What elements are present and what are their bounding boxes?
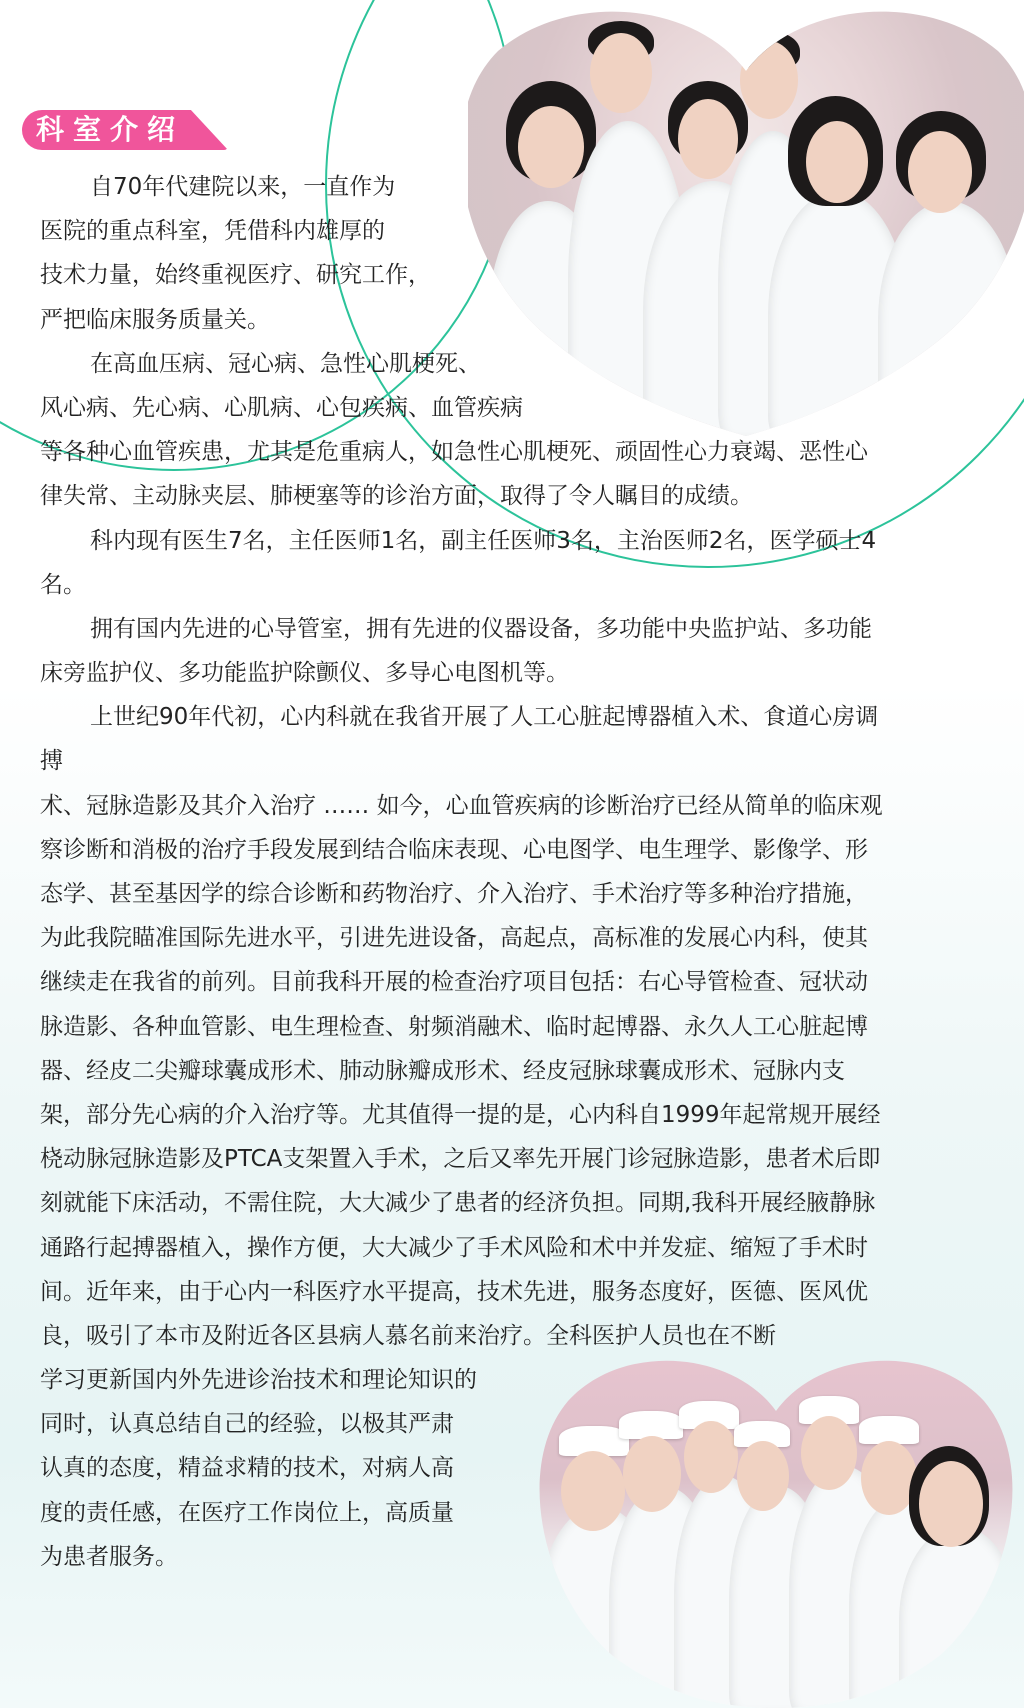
- department-introduction-text: [40, 165, 980, 1579]
- paragraph-line: 察诊断和消极的治疗手段发展到结合临床表现、心电图学、电生理学、影像学、形: [40, 836, 868, 863]
- paragraph-line: 床旁监护仪、多功能监护除颤仪、多导心电图机等。: [40, 660, 569, 687]
- paragraph-line: 度的责任感，在医疗工作岗位上，高质量: [40, 1499, 454, 1526]
- section-title: 科室介绍: [36, 113, 185, 146]
- paragraph-line: 严把临床服务质量关。: [40, 306, 270, 333]
- paragraph-line: 刻就能下床活动，不需住院，大大减少了患者的经济负担。同期,我科开展经腋静脉: [40, 1190, 876, 1217]
- paragraph-line: 律失常、主动脉夹层、肺梗塞等的诊治方面，取得了令人瞩目的成绩。: [40, 483, 753, 510]
- paragraph-line: 在高血压病、冠心病、急性心肌梗死、: [90, 350, 481, 377]
- paragraph-line: 架，部分先心病的介入治疗等。尤其值得一提的是，心内科自1999年起常规开展经: [40, 1101, 881, 1128]
- paragraph-line: 技术力量，始终重视医疗、研究工作，: [40, 262, 431, 289]
- paragraph-line: 良，吸引了本市及附近各区县病人慕名前来治疗。全科医护人员也在不断: [40, 1322, 776, 1349]
- paragraph-line: 名。: [40, 571, 86, 598]
- paragraph-line: 科内现有医生7名，主任医师1名，副主任医师3名，主治医师2名，医学硕士4: [90, 527, 877, 554]
- paragraph-line: 同时，认真总结自己的经验，以极其严肃: [40, 1411, 454, 1438]
- paragraph-line: 医院的重点科室，凭借科内雄厚的: [40, 218, 385, 245]
- paragraph-line: 认真的态度，精益求精的技术，对病人高: [40, 1455, 454, 1482]
- paragraph-line: 间。近年来，由于心内一科医疗水平提高，技术先进，服务态度好，医德、医风优: [40, 1278, 868, 1305]
- paragraph-line: 风心病、先心病、心肌病、心包疾病、血管疾病: [40, 394, 523, 421]
- paragraph-line: 等各种心血管疾患，尤其是危重病人，如急性心肌梗死、顽固性心力衰竭、恶性心: [40, 439, 868, 466]
- paragraph-line: 搏: [40, 748, 63, 775]
- paragraph-line: 上世纪90年代初，心内科就在我省开展了人工心脏起博器植入术、食道心房调: [90, 704, 879, 731]
- paragraph-line: 桡动脉冠脉造影及PTCA支架置入手术，之后又率先开展门诊冠脉造影，患者术后即: [40, 1146, 881, 1173]
- paragraph-line: 拥有国内先进的心导管室，拥有先进的仪器设备，多功能中央监护站、多功能: [90, 615, 872, 642]
- paragraph-line: 为患者服务。: [40, 1543, 178, 1570]
- paragraph-line: 通路行起搏器植入，操作方便，大大减少了手术风险和术中并发症、缩短了手术时: [40, 1234, 868, 1261]
- paragraph-line: 为此我院瞄准国际先进水平，引进先进设备，高起点，高标准的发展心内科，使其: [40, 925, 868, 952]
- paragraph-line: 继续走在我省的前列。目前我科开展的检查治疗项目包括：右心导管检查、冠状动: [40, 969, 868, 996]
- paragraph-line: 术、冠脉造影及其介入治疗 …… 如今，心血管疾病的诊断治疗已经从简单的临床观: [40, 792, 883, 819]
- paragraph-line: 自70年代建院以来，一直作为: [90, 174, 396, 200]
- paragraph-line: 学习更新国内外先进诊治技术和理论知识的: [40, 1367, 477, 1394]
- paragraph-line: 脉造影、各种血管影、电生理检查、射频消融术、临时起博器、永久人工心脏起博: [40, 1013, 868, 1040]
- paragraph-line: 器、经皮二尖瓣球囊成形术、肺动脉瓣成形术、经皮冠脉球囊成形术、冠脉内支: [40, 1057, 845, 1084]
- paragraph-line: 态学、甚至基因学的综合诊断和药物治疗、介入治疗、手术治疗等多种治疗措施，: [40, 881, 868, 907]
